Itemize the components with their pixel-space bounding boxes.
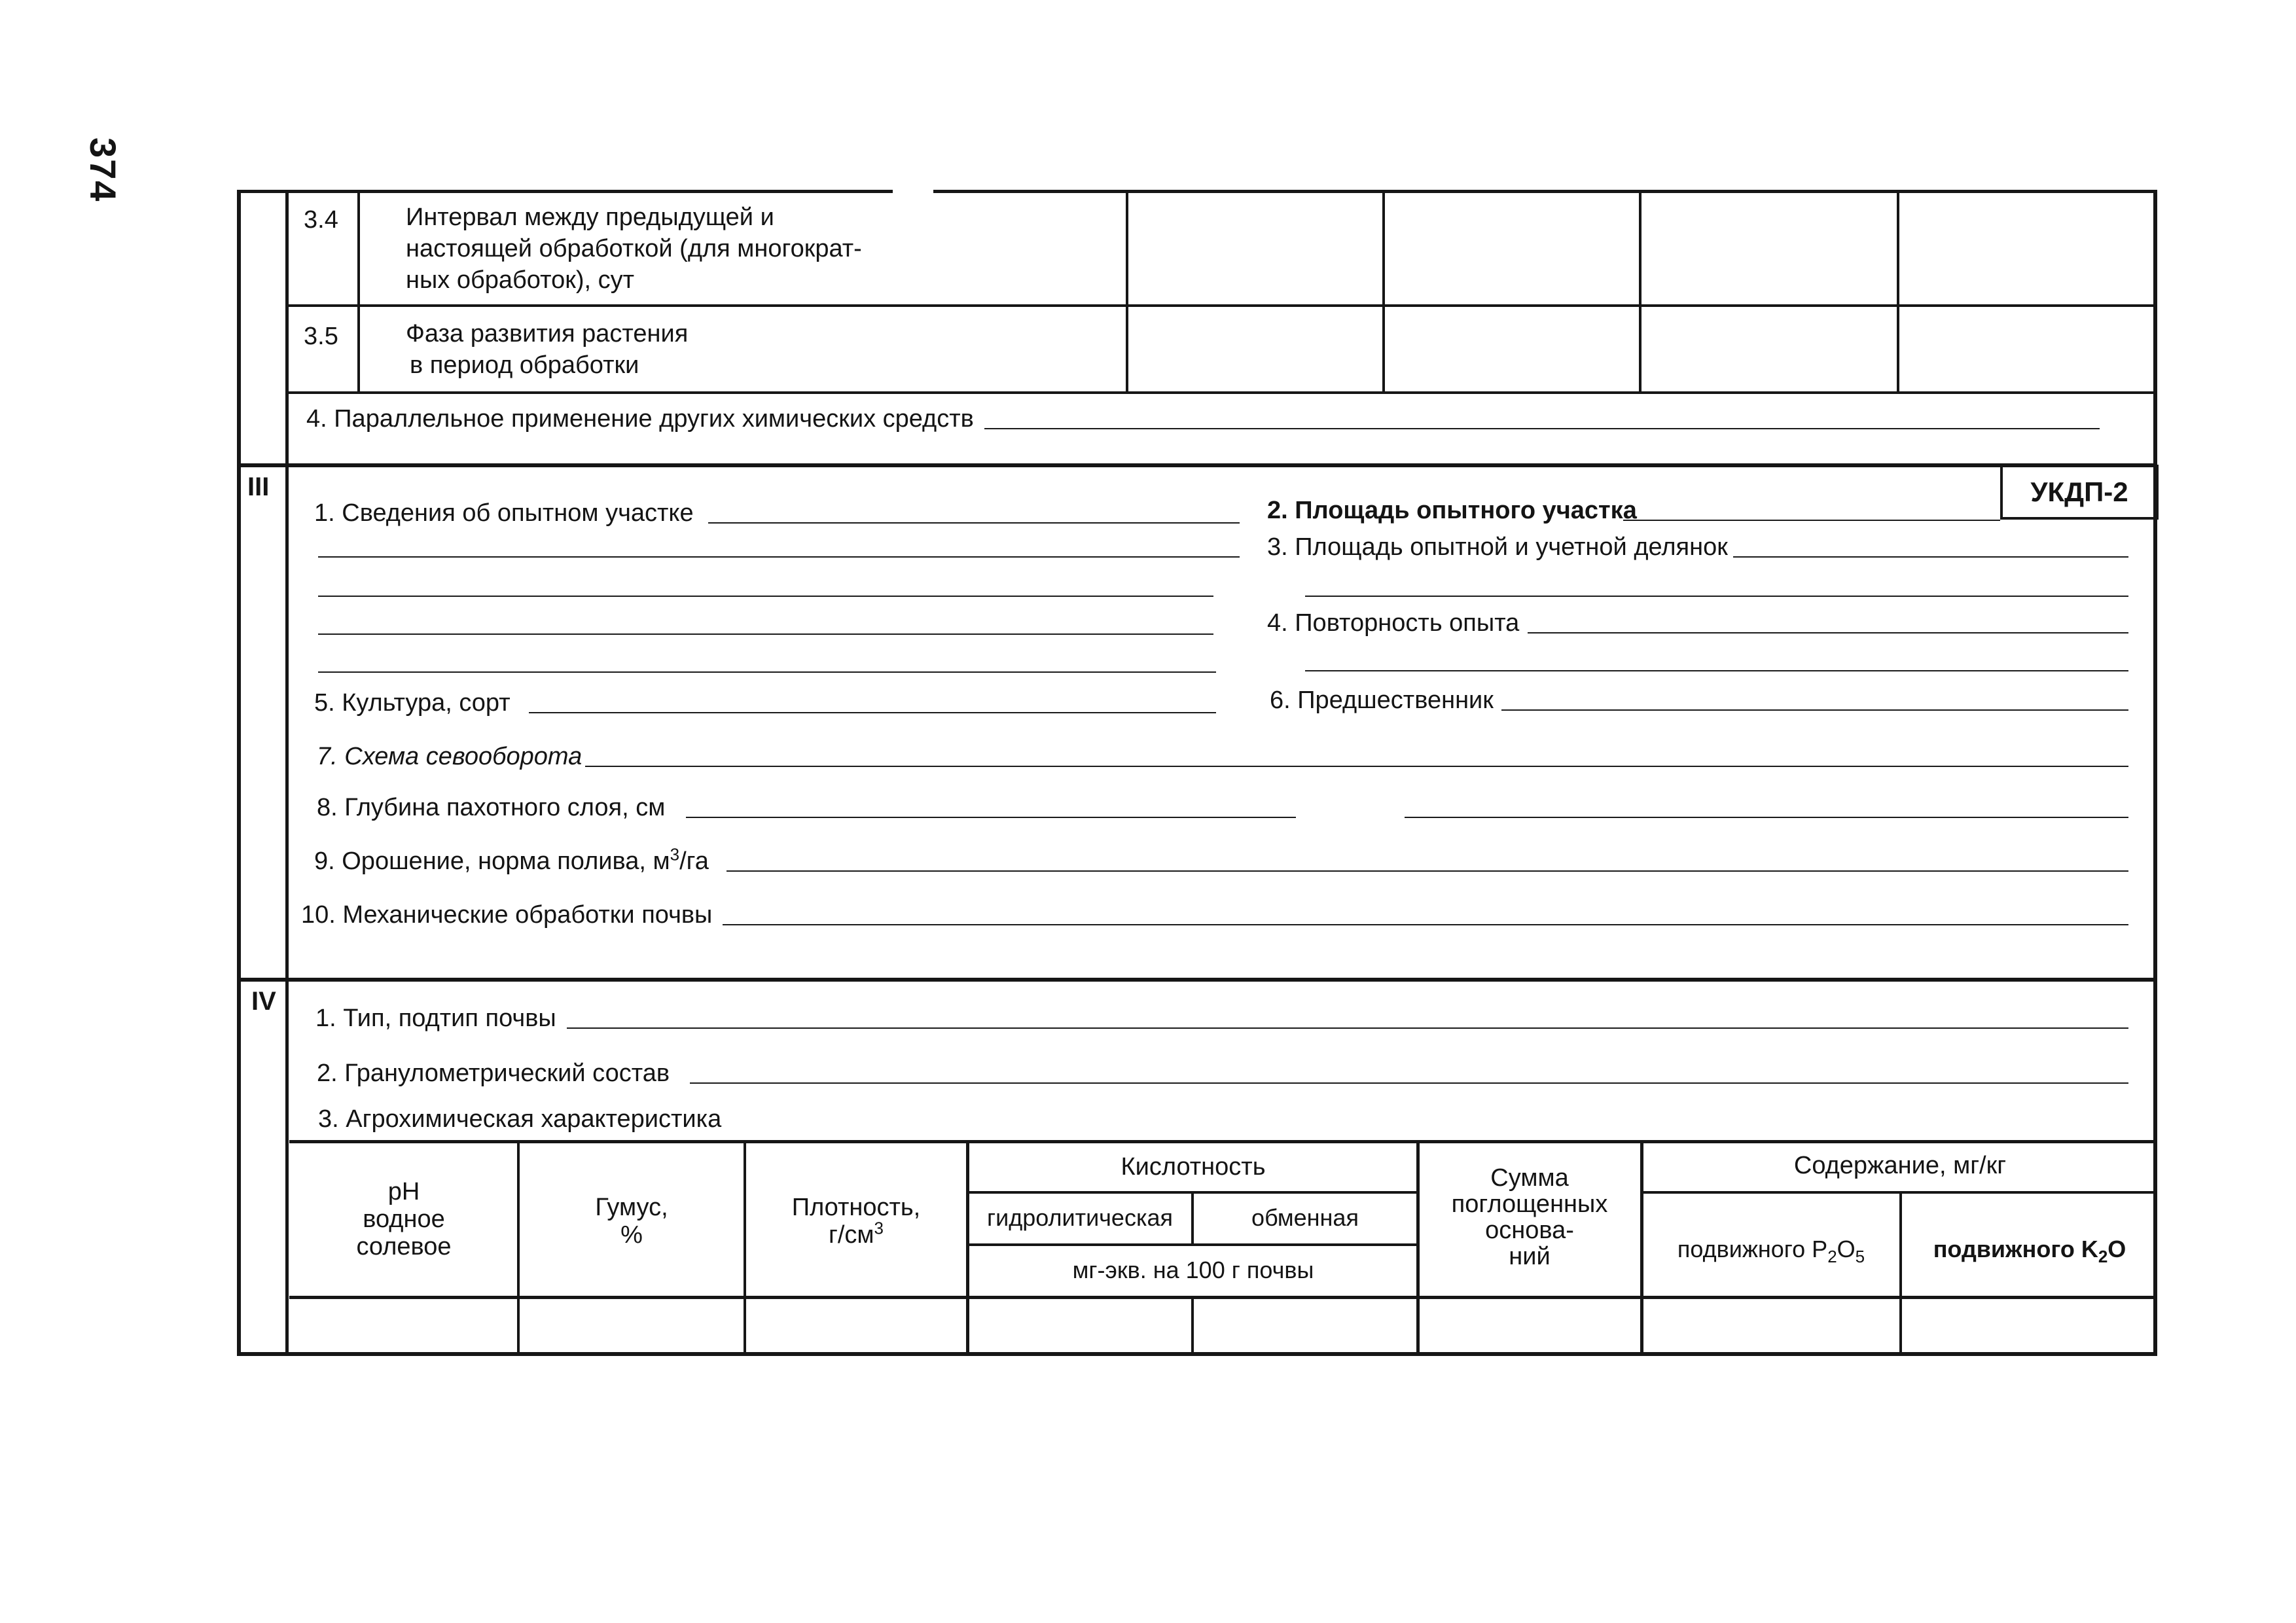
crop-variety-label: 5. Культура, сорт (314, 689, 511, 717)
sum-bases-header-line: ний (1509, 1243, 1551, 1270)
p2o5-subscript-1: 2 (1827, 1247, 1837, 1267)
row-label-line: Интервал между предыдущей и (406, 204, 774, 231)
tilth-depth-field[interactable] (686, 817, 1296, 818)
p2o5-oxygen: O (1837, 1236, 1856, 1262)
k2o-header (1902, 1236, 2157, 1267)
row-label-line: ных обработок), сут (406, 266, 634, 294)
granulometric-field[interactable] (690, 1082, 2128, 1084)
plot-subplot-area-field-line-2[interactable] (1305, 596, 2128, 597)
irrigation-unit-suffix: /га (679, 847, 709, 875)
p2o5-subscript-2: 5 (1855, 1247, 1865, 1267)
humus-value-cell[interactable] (521, 1301, 742, 1351)
plot-info-field-line-5[interactable] (318, 671, 1216, 673)
plot-info-field[interactable] (708, 522, 1240, 524)
predecessor-field[interactable] (1501, 709, 2128, 711)
soil-type-label: 1. Тип, подтип почвы (315, 1005, 556, 1032)
density-header (746, 1194, 966, 1249)
section-3-numeral: III (247, 473, 270, 501)
row-number: 3.4 (304, 206, 338, 234)
parallel-chemicals-field[interactable] (984, 428, 2100, 429)
density-header-label: Плотность, (791, 1194, 921, 1221)
content-header: Содержание, мг/кг (1793, 1152, 2007, 1179)
form-code: УКДП-2 (2000, 465, 2159, 520)
plot-subplot-area-label: 3. Площадь опытной и учетной делянок (1267, 533, 1728, 561)
plot-subplot-area-field[interactable] (1733, 556, 2128, 558)
ph-value-cell[interactable] (292, 1301, 514, 1351)
sum-bases-header-line: Сумма (1490, 1164, 1569, 1192)
crop-variety-field[interactable] (529, 712, 1216, 713)
p2o5-header (1643, 1236, 1899, 1267)
page-number: 374 (82, 137, 124, 203)
irrigation-field[interactable] (726, 870, 2128, 872)
density-value-cell[interactable] (747, 1301, 965, 1351)
acidity-hydrolytic-value-cell[interactable] (970, 1301, 1190, 1351)
density-header-unit (746, 1218, 966, 1249)
repetition-field[interactable] (1528, 632, 2128, 633)
section-4-numeral: IV (251, 987, 276, 1016)
repetition-label: 4. Повторность опыта (1267, 609, 1520, 637)
acidity-hydrolytic-header: гидролитическая (986, 1204, 1174, 1231)
ph-header-line: водное (363, 1205, 445, 1233)
irrigation-unit-exponent: 3 (670, 844, 680, 865)
sum-bases-header-line: основа- (1485, 1217, 1574, 1244)
p2o5-prefix: подвижного P (1677, 1236, 1828, 1262)
ph-header-line: pH (387, 1178, 420, 1205)
crop-rotation-label: 7. Схема севооборота (317, 743, 583, 770)
acidity-unit-header: мг-экв. на 100 г почвы (1072, 1257, 1314, 1283)
density-unit-exponent: 3 (874, 1218, 884, 1238)
k2o-subscript: 2 (2098, 1247, 2108, 1267)
agrochem-label: 3. Агрохимическая характеристика (318, 1105, 722, 1133)
sum-bases-header-line: поглощенных (1451, 1190, 1608, 1218)
plot-info-field-line-4[interactable] (318, 633, 1213, 635)
acidity-header: Кислотность (1121, 1153, 1266, 1181)
density-unit-base: г/см (828, 1221, 874, 1249)
tilth-depth-label: 8. Глубина пахотного слоя, см (317, 794, 666, 821)
k2o-oxygen: O (2108, 1236, 2126, 1262)
humus-header (520, 1194, 744, 1249)
sum-bases-value-cell[interactable] (1420, 1301, 1639, 1351)
acidity-exchange-value-cell[interactable] (1195, 1301, 1415, 1351)
plot-info-label: 1. Сведения об опытном участке (314, 499, 694, 527)
granulometric-label: 2. Гранулометрический состав (317, 1060, 670, 1087)
humus-header-line: % (620, 1221, 643, 1249)
irrigation-label (314, 844, 709, 876)
crop-rotation-field[interactable] (585, 766, 2128, 767)
predecessor-label: 6. Предшественник (1270, 687, 1494, 714)
repetition-field-line-2[interactable] (1305, 670, 2128, 671)
humus-header-line: Гумус, (595, 1194, 668, 1221)
plot-info-field-line-2[interactable] (318, 556, 1240, 558)
parallel-chemicals-label: 4. Параллельное применение других химических средств (306, 405, 974, 433)
row-number: 3.5 (304, 323, 338, 350)
plot-info-field-line-3[interactable] (318, 596, 1213, 597)
tillage-label: 10. Механические обработки почвы (301, 901, 713, 929)
p2o5-value-cell[interactable] (1644, 1301, 1898, 1351)
row-label-line: настоящей обработкой (для многократ- (406, 235, 862, 262)
row-label-line: в период обработки (410, 351, 639, 379)
plot-area-field[interactable] (1623, 520, 2000, 521)
plot-area-label: 2. Площадь опытного участка (1267, 497, 1637, 524)
tilth-depth-field-2[interactable] (1405, 817, 2128, 818)
soil-type-field[interactable] (567, 1027, 2128, 1029)
irrigation-label-prefix: 9. Орошение, норма полива, м (314, 847, 670, 875)
ph-header (291, 1178, 517, 1260)
sum-bases-header (1419, 1165, 1640, 1270)
row-label-line: Фаза развития растения (406, 320, 689, 348)
ph-header-line: солевое (356, 1233, 452, 1260)
k2o-prefix: подвижного K (1933, 1236, 2098, 1262)
tillage-field[interactable] (723, 924, 2128, 925)
k2o-value-cell[interactable] (1903, 1301, 2152, 1351)
acidity-exchange-header: обменная (1251, 1204, 1359, 1231)
